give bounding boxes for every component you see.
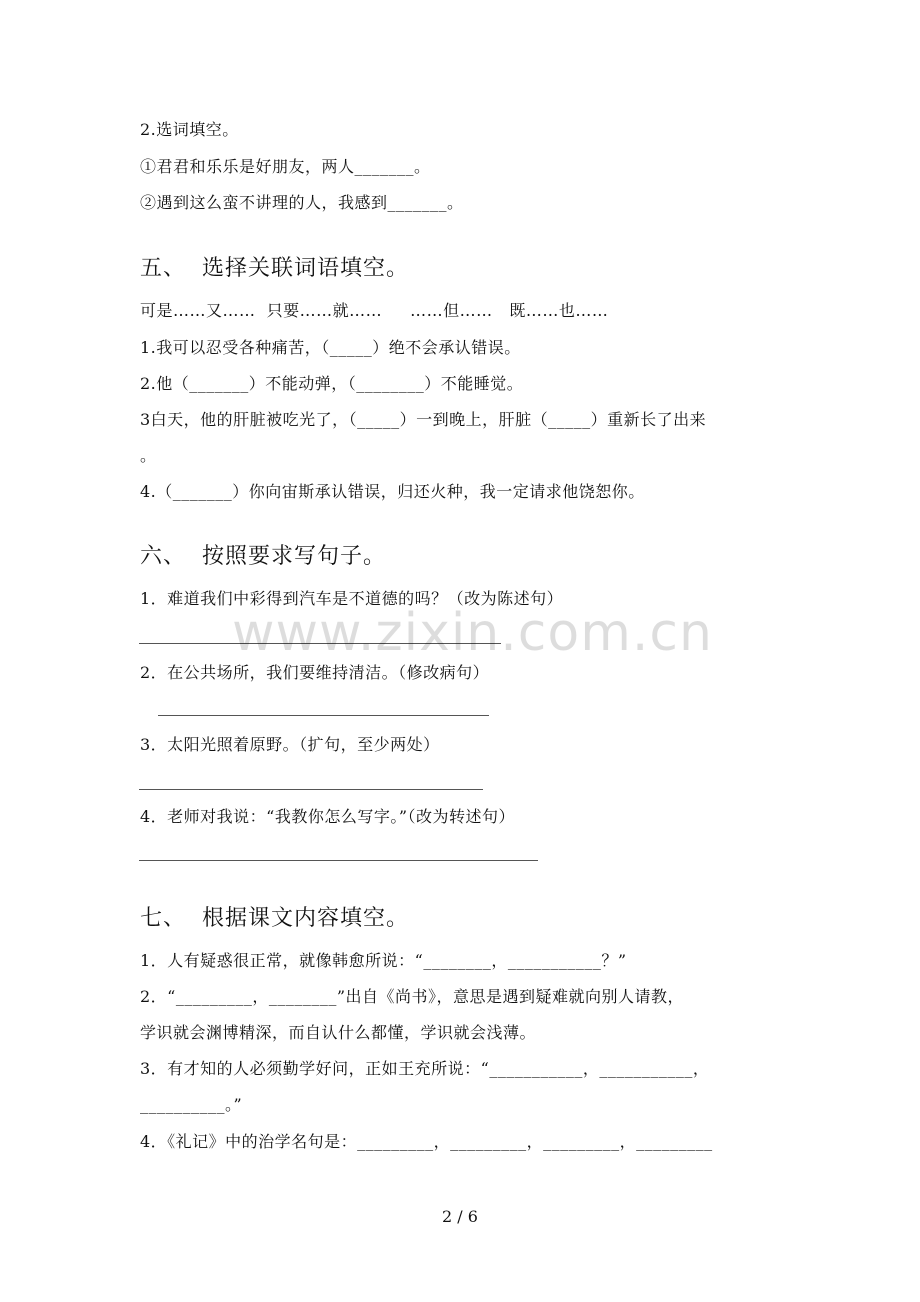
s6-question-1: 1．难道我们中彩得到汽车是不道德的吗？（改为陈述句） — [140, 589, 564, 608]
s6-question-4: 4．老师对我说：“我教你怎么写字。”（改为转述句） — [140, 807, 516, 826]
section-5-heading: 五、 选择关联词语填空。 — [140, 256, 409, 281]
s6-question-3: 3．太阳光照着原野。（扩句，至少两处） — [140, 735, 440, 754]
s5-question-3-cont: 。 — [140, 446, 157, 465]
answer-line-4 — [139, 860, 538, 861]
s7-question-1: 1．人有疑惑很正常，就像韩愈所说：“________，___________？” — [140, 951, 627, 970]
section-6-heading: 六、 按照要求写句子。 — [140, 544, 386, 569]
answer-line-3 — [139, 789, 483, 790]
s5-question-1: 1.我可以忍受各种痛苦，（_____）绝不会承认错误。 — [140, 338, 521, 357]
s7-question-3: 3．有才知的人必须勤学好问，正如王充所说：“___________，___________， — [140, 1059, 710, 1078]
answer-line-2 — [158, 715, 489, 716]
q2-title: 2.选词填空。 — [140, 120, 239, 139]
s7-question-2: 2．“_________，________”出自《尚书》，意思是遇到疑难就向别人请教， — [140, 987, 685, 1006]
page-number: 2 / 6 — [442, 1207, 478, 1226]
s6-question-2: 2．在公共场所，我们要维持清洁。（修改病句） — [140, 663, 490, 682]
q2-item-2: ②遇到这么蛮不讲理的人，我感到_______。 — [140, 193, 464, 212]
s5-question-2: 2.他（_______）不能动弹，（________）不能睡觉。 — [140, 374, 524, 393]
conjunction-options: 可是……又…… 只要……就…… ……但…… 既……也…… — [140, 301, 609, 320]
s7-question-4: 4．《礼记》中的治学名句是：_________，_________，_________，_________ — [140, 1132, 713, 1151]
s7-question-3-cont: __________。” — [140, 1095, 243, 1114]
s5-question-3: 3白天，他的肝脏被吃光了，（_____）一到晚上，肝脏（_____）重新长了出来 — [140, 410, 707, 429]
s7-question-2-cont: 学识就会渊博精深，而自认什么都懂，学识就会浅薄。 — [140, 1023, 537, 1042]
section-7-heading: 七、 根据课文内容填空。 — [140, 906, 409, 931]
watermark: www.zixin.com.cn — [232, 603, 713, 663]
q2-item-1: ①君君和乐乐是好朋友，两人_______。 — [140, 157, 431, 176]
s5-question-4: 4.（_______）你向宙斯承认错误，归还火种，我一定请求他饶恕你。 — [140, 482, 645, 501]
